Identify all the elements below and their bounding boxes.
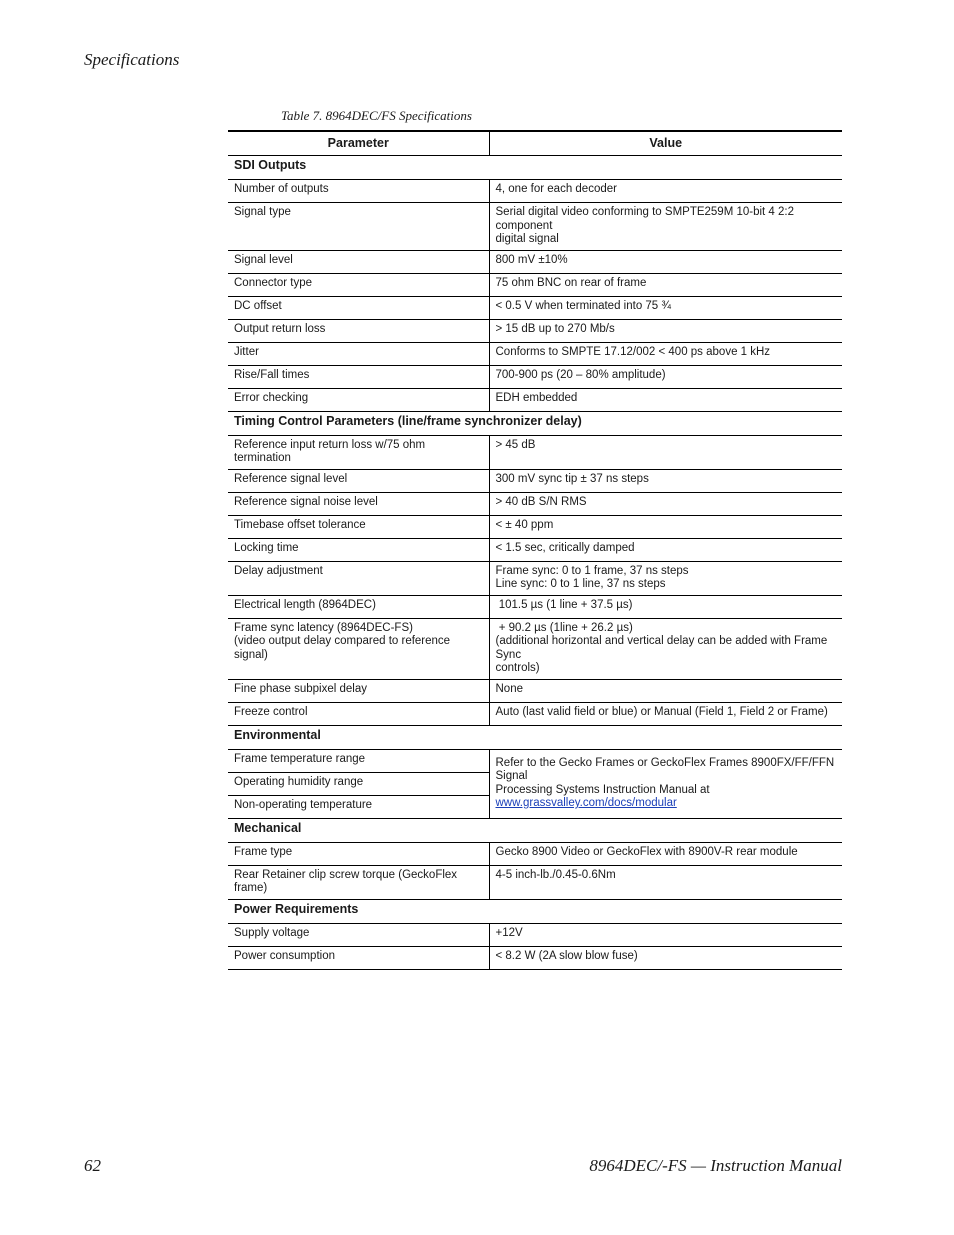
- parameter-cell: Rise/Fall times: [228, 365, 489, 388]
- parameter-cell: Reference signal level: [228, 469, 489, 492]
- section-row-timing-control: [228, 411, 842, 435]
- value-cell: 4-5 inch-lb./0.45-0.6Nm: [489, 865, 842, 899]
- value-cell: EDH embedded: [489, 388, 842, 411]
- parameter-cell: Fine phase subpixel delay: [228, 679, 489, 702]
- table-row: [228, 492, 842, 515]
- parameter-cell: [228, 618, 489, 679]
- parameter-cell: Number of outputs: [228, 180, 489, 203]
- table-row: [228, 538, 842, 561]
- value-cell: 800 mV ±10%: [489, 250, 842, 273]
- parameter-cell: Locking time: [228, 538, 489, 561]
- parameter-line: Frame sync latency (8964DEC-FS): [234, 621, 413, 634]
- parameter-cell: Frame temperature range: [228, 749, 489, 772]
- value-cell: < ± 40 ppm: [489, 515, 842, 538]
- value-cell: > 15 dB up to 270 Mb/s: [489, 319, 842, 342]
- value-cell: > 40 dB S/N RMS: [489, 492, 842, 515]
- value-cell: 75 ohm BNC on rear of frame: [489, 273, 842, 296]
- table-row: [228, 435, 842, 469]
- table-row: [228, 749, 842, 772]
- value-cell: 300 mV sync tip ± 37 ns steps: [489, 469, 842, 492]
- value-cell: 4, one for each decoder: [489, 180, 842, 203]
- table-row: [228, 679, 842, 702]
- table-row: [228, 250, 842, 273]
- parameter-cell: DC offset: [228, 296, 489, 319]
- parameter-cell: Reference signal noise level: [228, 492, 489, 515]
- value-line: Line sync: 0 to 1 line, 37 ns steps: [495, 578, 666, 590]
- table-row: [228, 296, 842, 319]
- section-title: SDI Outputs: [228, 156, 842, 180]
- table-caption: Table 7. 8964DEC/FS Specifications: [281, 108, 472, 123]
- parameter-cell: Jitter: [228, 342, 489, 365]
- parameter-line: (video output delay compared to reference signal): [234, 635, 451, 661]
- value-cell: [489, 618, 842, 679]
- table-row: [228, 946, 842, 969]
- section-row-sdi-outputs: [228, 156, 842, 180]
- value-cell: 700-900 ps (20 – 80% amplitude): [489, 365, 842, 388]
- table-row: [228, 388, 842, 411]
- parameter-cell: Output return loss: [228, 319, 489, 342]
- section-row-power: [228, 899, 842, 923]
- value-line: (additional horizontal and vertical delay can be added with Frame Sync: [495, 635, 828, 661]
- section-row-mechanical: [228, 818, 842, 842]
- table-header-row: [228, 131, 842, 156]
- parameter-cell: Electrical length (8964DEC): [228, 595, 489, 618]
- value-line: Serial digital video conforming to SMPTE259M 10-bit 4 2:2 component: [495, 206, 795, 232]
- parameter-cell: Reference input return loss w/75 ohm termination: [228, 435, 489, 469]
- table-row: [228, 618, 842, 679]
- value-column-header: Value: [489, 131, 842, 156]
- section-row-environmental: [228, 725, 842, 749]
- parameter-cell: Operating humidity range: [228, 772, 489, 795]
- value-line: Frame sync: 0 to 1 frame, 37 ns steps: [495, 564, 689, 577]
- table-row: [228, 515, 842, 538]
- value-line: Refer to the Gecko Frames or GeckoFlex Frames 8900FX/FF/FFN Signal: [495, 756, 835, 782]
- manual-title: 8964DEC/-FS — Instruction Manual: [589, 1156, 842, 1175]
- value-cell: Auto (last valid field or blue) or Manual (Field 1, Field 2 or Frame): [489, 702, 842, 725]
- parameter-column-header: Parameter: [228, 131, 489, 156]
- table-row: [228, 469, 842, 492]
- value-cell: [489, 561, 842, 595]
- parameter-cell: Non-operating temperature: [228, 795, 489, 818]
- section-title: Power Requirements: [228, 899, 842, 923]
- value-cell: < 1.5 sec, critically damped: [489, 538, 842, 561]
- table-row: [228, 203, 842, 251]
- value-line: + 90.2 µs (1line + 26.2 µs): [495, 621, 633, 634]
- value-cell: > 45 dB: [489, 435, 842, 469]
- value-cell: 101.5 µs (1 line + 37.5 µs): [489, 595, 842, 618]
- specifications-table: [228, 130, 842, 970]
- table-row: [228, 180, 842, 203]
- table-row: [228, 342, 842, 365]
- parameter-cell: Signal level: [228, 250, 489, 273]
- parameter-cell: Supply voltage: [228, 923, 489, 946]
- parameter-cell: Timebase offset tolerance: [228, 515, 489, 538]
- value-cell: Conforms to SMPTE 17.12/002 < 400 ps above 1 kHz: [489, 342, 842, 365]
- parameter-cell: Freeze control: [228, 702, 489, 725]
- table-row: [228, 273, 842, 296]
- section-title: Timing Control Parameters (line/frame synchronizer delay): [228, 411, 842, 435]
- table-row: [228, 923, 842, 946]
- value-cell: [489, 203, 842, 251]
- value-cell-merged: [489, 749, 842, 818]
- table-row: [228, 561, 842, 595]
- value-line: digital signal: [495, 233, 559, 245]
- value-cell: +12V: [489, 923, 842, 946]
- parameter-cell: Rear Retainer clip screw torque (GeckoFlex frame): [228, 865, 489, 899]
- parameter-cell: Frame type: [228, 842, 489, 865]
- section-title: Mechanical: [228, 818, 842, 842]
- section-title: Environmental: [228, 725, 842, 749]
- value-line: controls): [495, 662, 540, 674]
- table-row: [228, 595, 842, 618]
- value-cell: < 8.2 W (2A slow blow fuse): [489, 946, 842, 969]
- parameter-cell: Delay adjustment: [228, 561, 489, 595]
- table-row: [228, 365, 842, 388]
- value-line: Processing Systems Instruction Manual at: [495, 783, 710, 796]
- value-cell: Gecko 8900 Video or GeckoFlex with 8900V-R rear module: [489, 842, 842, 865]
- table-row: [228, 702, 842, 725]
- running-head: Specifications: [84, 50, 180, 69]
- value-cell: None: [489, 679, 842, 702]
- parameter-cell: Power consumption: [228, 946, 489, 969]
- parameter-cell: Signal type: [228, 203, 489, 251]
- parameter-cell: Connector type: [228, 273, 489, 296]
- table-row: [228, 842, 842, 865]
- page-number: 62: [84, 1156, 101, 1175]
- table-row: [228, 319, 842, 342]
- value-cell: < 0.5 V when terminated into 75 ¾: [489, 296, 842, 319]
- table-row: [228, 865, 842, 899]
- parameter-cell: Error checking: [228, 388, 489, 411]
- grassvalley-docs-link[interactable]: www.grassvalley.com/docs/modular: [495, 797, 677, 809]
